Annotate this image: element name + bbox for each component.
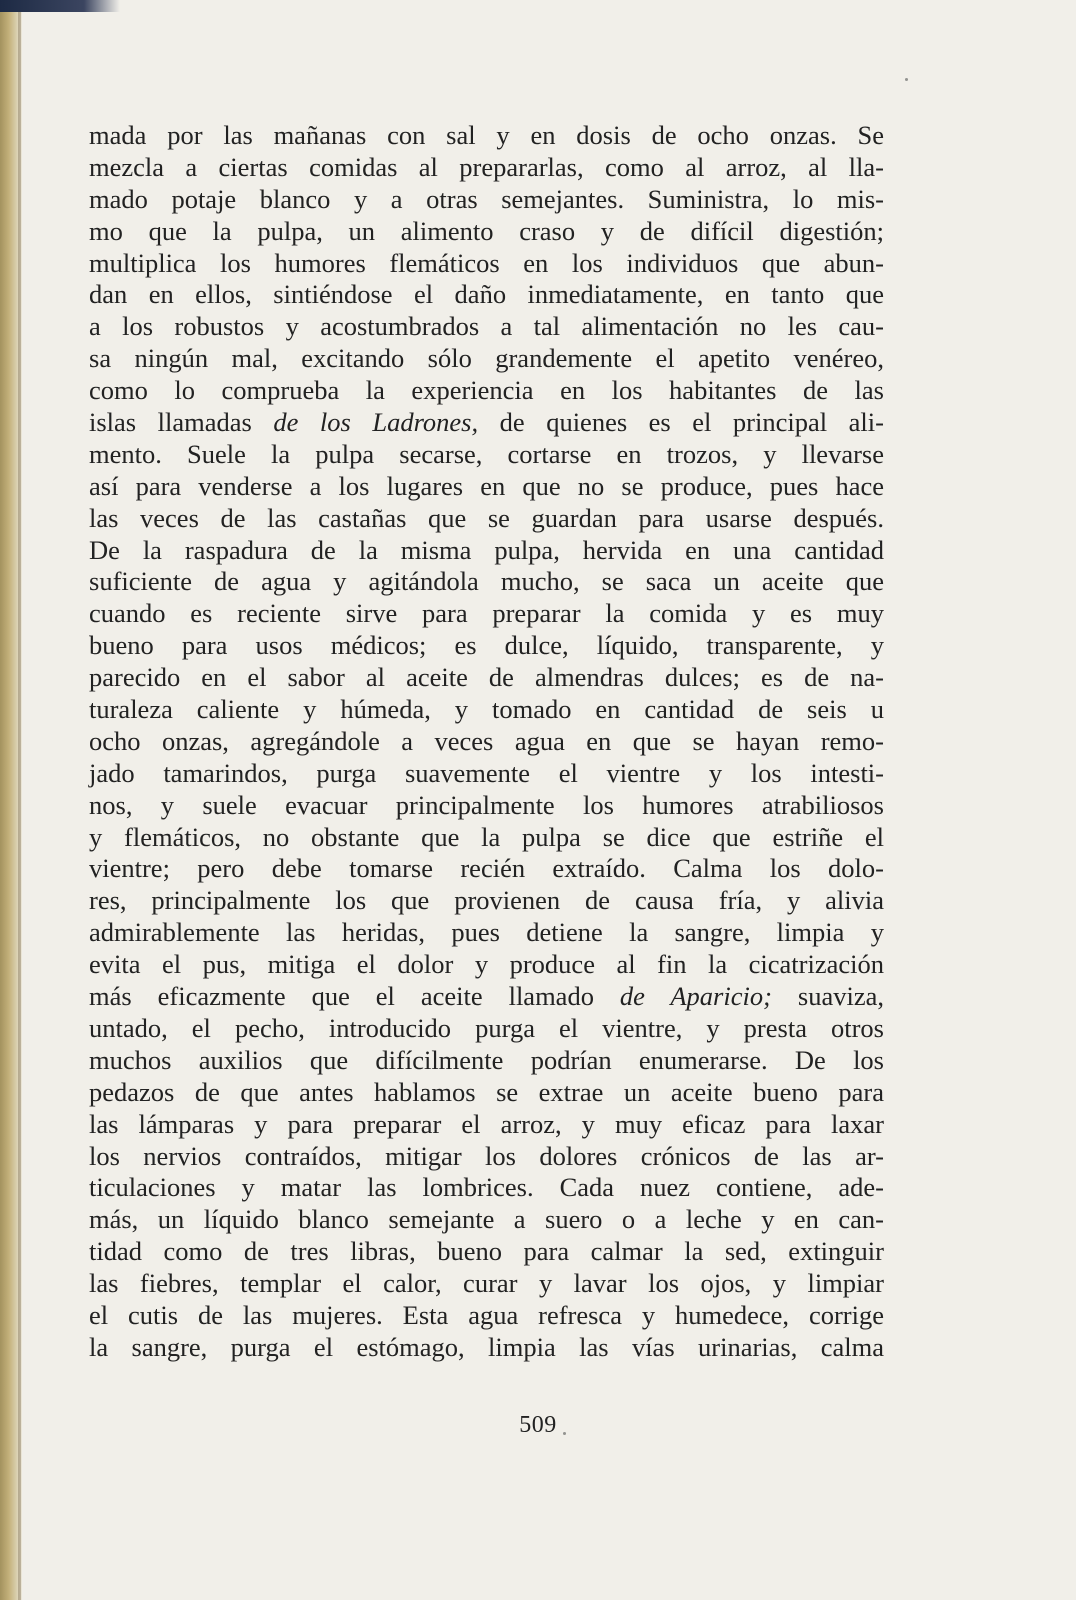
text-line: sa ningún mal, excitando sólo grandemente el apetito venéreo, — [89, 343, 884, 374]
text-line: como lo comprueba la experiencia en los habitantes de las — [89, 375, 884, 406]
text-line: mento. Suele la pulpa secarse, cortarse en trozos, y llevarse — [89, 438, 884, 469]
text-line: res, principalmente los que provienen de causa fría, y alivia — [89, 885, 884, 916]
page-number: 509 — [519, 1412, 557, 1438]
text-line: cuando es reciente sirve para preparar la comida y es muy — [89, 598, 884, 629]
text-line: vientre; pero debe tomarse recién extraído. Calma los dolo- — [89, 853, 884, 884]
text-line: ocho onzas, agregándole a veces agua en que se hayan remo- — [89, 725, 884, 756]
text-line: turaleza caliente y húmeda, y tomado en cantidad de seis u — [89, 694, 884, 725]
text-line: untado, el pecho, introducido purga el vientre, y presta otros — [89, 1012, 884, 1043]
text-line: el cutis de las mujeres. Esta agua refresca y humedece, corrige — [89, 1299, 884, 1330]
text-segment: de quienes es el principal ali- — [478, 407, 884, 438]
paper-speck — [563, 1432, 566, 1435]
text-line: y flemáticos, no obstante que la pulpa se dice que estriñe el — [89, 821, 884, 852]
text-line: mado potaje blanco y a otras semejantes. Suministra, lo mis- — [89, 183, 884, 214]
text-line: las veces de las castañas que se guardan para usarse después. — [89, 502, 884, 533]
text-line: las lámparas y para preparar el arroz, y muy eficaz para laxar — [89, 1108, 884, 1139]
paper-speck — [905, 78, 908, 81]
text-line: mezcla a ciertas comidas al prepararlas, como al arroz, al lla- — [89, 151, 884, 182]
text-line: a los robustos y acostumbrados a tal alimentación no les cau- — [89, 311, 884, 342]
text-line: nos, y suele evacuar principalmente los humores atrabiliosos — [89, 789, 884, 820]
text-segment: islas llamadas — [89, 407, 274, 438]
text-line: muchos auxilios que difícilmente podrían enumerarse. De los — [89, 1044, 884, 1075]
text-line: evita el pus, mitiga el dolor y produce al fin la cicatrización — [89, 949, 884, 980]
text-line: los nervios contraídos, mitigar los dolores crónicos de las ar- — [89, 1140, 884, 1171]
text-line: pedazos de que antes hablamos se extrae un aceite bueno para — [89, 1076, 884, 1107]
text-line: parecido en el sabor al aceite de almendras dulces; es de na- — [89, 662, 884, 693]
text-line — [89, 407, 884, 439]
page-gutter-edge — [18, 0, 21, 1600]
text-line: así para venderse a los lugares en que no se produce, pues hace — [89, 470, 884, 501]
body-text — [89, 120, 884, 1364]
text-line: tidad como de tres libras, bueno para calmar la sed, extinguir — [89, 1236, 884, 1267]
text-line: mada por las mañanas con sal y en dosis de ocho onzas. Se — [89, 120, 884, 150]
italic-text-segment: de Aparicio; — [619, 981, 772, 1012]
text-line: mo que la pulpa, un alimento craso y de difícil digestión; — [89, 215, 884, 246]
text-line: la sangre, purga el estómago, limpia las vías urinarias, calma — [89, 1331, 884, 1362]
text-line: dan en ellos, sintiéndose el daño inmediatamente, en tanto que — [89, 279, 884, 310]
text-line: De la raspadura de la misma pulpa, hervida en una cantidad — [89, 534, 884, 565]
italic-text-segment: de los Ladrones, — [273, 407, 479, 438]
text-line — [89, 981, 884, 1013]
text-line: suficiente de agua y agitándola mucho, se saca un aceite que — [89, 566, 884, 597]
text-segment: suaviza, — [771, 981, 884, 1012]
text-line: bueno para usos médicos; es dulce, líquido, transparente, y — [89, 630, 884, 661]
text-segment: más eficazmente que el aceite llamado — [89, 981, 620, 1012]
text-line: ticulaciones y matar las lombrices. Cada nuez contiene, ade- — [89, 1172, 884, 1203]
text-line: multiplica los humores flemáticos en los individuos que abun- — [89, 247, 884, 278]
cover-edge — [0, 0, 120, 12]
text-line: admirablemente las heridas, pues detiene la sangre, limpia y — [89, 917, 884, 948]
text-line: las fiebres, templar el calor, curar y lavar los ojos, y limpiar — [89, 1268, 884, 1299]
text-line: más, un líquido blanco semejante a suero o a leche y en can- — [89, 1204, 884, 1235]
text-line: jado tamarindos, purga suavemente el vientre y los intesti- — [89, 757, 884, 788]
